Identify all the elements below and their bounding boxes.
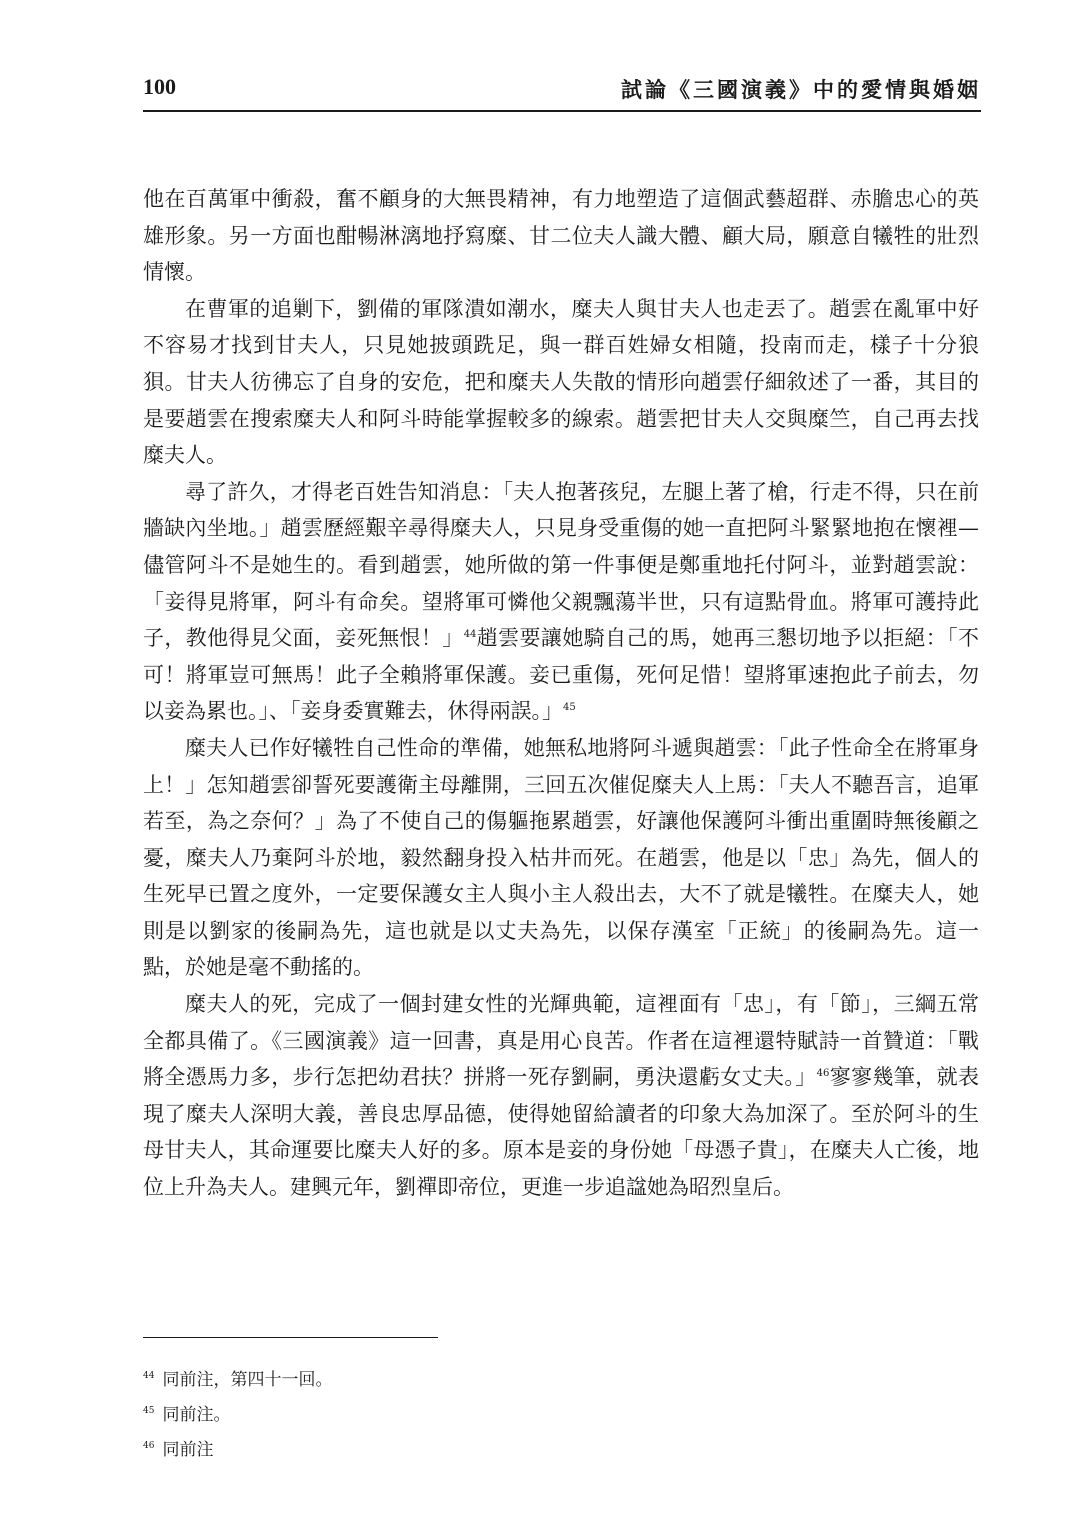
footnote-rule	[143, 1337, 438, 1338]
paragraph-3	[143, 474, 979, 730]
paragraph-1: 他在百萬軍中衝殺，奮不顧身的大無畏精神，有力地塑造了這個武藝超群、赤膽忠心的英雄形象。另一方面也酣暢淋漓地抒寫糜、甘二位夫人識大體、顧大局，願意自犧牲的壯烈情懷。	[143, 187, 979, 285]
note-ref-46: 46	[816, 1068, 830, 1080]
footnote-text: 同前注。	[162, 1405, 231, 1425]
footnote-number: 44	[143, 1371, 155, 1382]
paragraph-4: 糜夫人已作好犧牲自己性命的準備，她無私地將阿斗遞與趙雲：「此子性命全在將軍身上！」怎知趙雲卻誓死要護衛主母離開，三回五次催促糜夫人上馬：「夫人不聽吾言，追軍若至，為之奈何？」為了不使自己的傷軀拖累趙雲，好讓他保護阿斗衝出重圍時無後顧之憂，糜夫人乃棄阿斗於地，毅然翻身投入枯井而死。在趙雲，他是以「忠」為先，個人的生死早已置之度外，一定要保護女主人與小主人殺出去，大不了就是犧牲。在糜夫人，她則是以劉家的後嗣為先，這也就是以丈夫為先，以保存漢室「正統」的後嗣為先。這一點，於她是毫不動搖的。	[143, 735, 979, 980]
footnote-44	[143, 1363, 979, 1398]
paragraph-3-part-2: 趙雲要讓她騎自己的馬，她再三懇切地予以拒絕：「不可！將軍豈可無馬！此子全賴將軍保護。妾已重傷，死何足惜！望將軍速抱此子前去，勿以妾為累也。」、「妾身委實難去，休得兩誤。」	[143, 626, 980, 724]
main-text	[143, 181, 979, 1206]
paragraph-5	[143, 986, 979, 1206]
note-ref-44: 44	[463, 629, 477, 641]
paragraph-3-part-1: 尋了許久，才得老百姓告知消息：「夫人抱著孩兒，左腿上著了槍，行走不得，只在前牆缺內坐地。」趙雲歷經艱辛尋得糜夫人，只見身受重傷的她一直把阿斗緊緊地抱在懷裡—儘管阿斗不是她生的。看到趙雲，她所做的第一件事便是鄭重地托付阿斗，並對趙雲說：「妾得見將軍，阿斗有命矣。望將軍可憐他父親飄蕩半世，只有這點骨血。將軍可護持此子，教他得見父面，妾死無恨！」	[143, 479, 979, 651]
page-header	[143, 72, 981, 108]
footnote-text: 同前注	[162, 1440, 214, 1460]
paragraph-2: 在曹軍的追剿下，劉備的軍隊潰如潮水，糜夫人與甘夫人也走丟了。趙雲在亂軍中好不容易才找到甘夫人，只見她披頭跣足，與一群百姓婦女相隨，投南而走，樣子十分狼狽。甘夫人彷彿忘了自身的安危，把和糜夫人失散的情形向趙雲仔細敘述了一番，其目的是要趙雲在搜索糜夫人和阿斗時能掌握較多的線索。趙雲把甘夫人交與糜竺，自己再去找糜夫人。	[143, 296, 979, 468]
header-rule	[143, 110, 981, 112]
footnote-46	[143, 1433, 979, 1468]
paragraph-5-part-1: 糜夫人的死，完成了一個封建女性的光輝典範，這裡面有「忠」，有「節」，三綱五常全都具備了。《三國演義》這一回書，真是用心良苦。作者在這裡還特賦詩一首贊道：「戰將全憑馬力多，步行怎把幼君扶？拼將一死存劉嗣，勇決還虧女丈夫。」	[143, 992, 979, 1090]
footnotes	[143, 1363, 979, 1468]
footnote-45	[143, 1398, 979, 1433]
page-number: 100	[143, 74, 176, 99]
footnote-number: 45	[143, 1406, 155, 1417]
paragraph-5-part-2: 寥寥幾筆，就表現了糜夫人深明大義，善良忠厚品德，使得她留給讀者的印象大為加深了。至於阿斗的生母甘夫人，其命運要比糜夫人好的多。原本是妾的身份她「母憑子貴」，在糜夫人亡後，地位上升為夫人。建興元年，劉禪即帝位，更進一步追諡她為昭烈皇后。	[143, 1065, 980, 1200]
running-title: 試論《三國演義》中的愛情與婚姻	[621, 78, 981, 102]
footnote-number: 46	[143, 1441, 155, 1452]
footnote-text: 同前注，第四十一回。	[162, 1370, 333, 1390]
note-ref-45: 45	[563, 702, 576, 714]
